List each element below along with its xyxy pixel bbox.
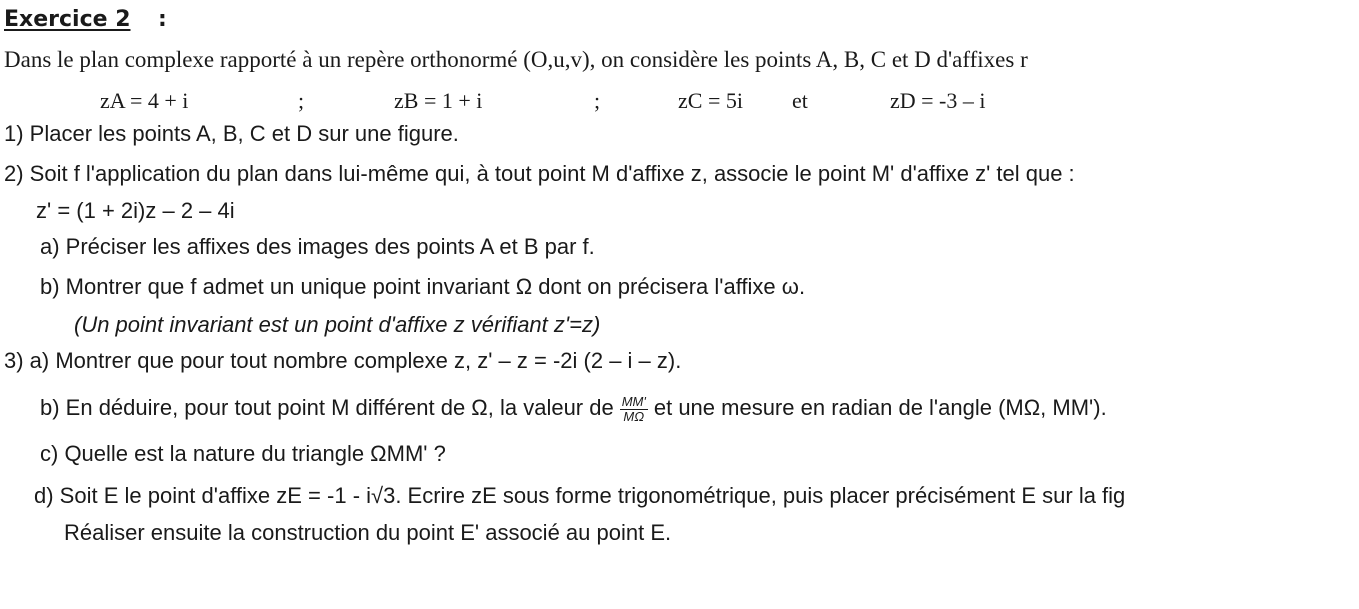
affix-zA: zA = 4 + i (100, 88, 189, 113)
question-3c: c) Quelle est la nature du triangle ΩMM' ? (40, 441, 446, 466)
question-3b-start: b) En déduire, pour tout point M différent de Ω, la valeur de (40, 395, 614, 420)
question-3b (40, 394, 1107, 424)
question-3a: 3) a) Montrer que pour tout nombre complexe z, z' – z = -2i (2 – i – z). (4, 348, 682, 373)
affix-zD: zD = -3 – i (890, 88, 986, 113)
conjunction-et: et (792, 88, 808, 113)
question-2-formula: z' = (1 + 2i)z – 2 – 4i (36, 198, 235, 223)
separator-1: ; (298, 88, 305, 113)
question-2b: b) Montrer que f admet un unique point invariant Ω dont on précisera l'affixe ω. (40, 274, 806, 299)
affix-zC: zC = 5i (678, 88, 743, 113)
title-colon: : (158, 7, 167, 32)
fraction-denominator: MΩ (623, 408, 645, 424)
fraction-numerator: MM' (621, 393, 646, 409)
question-3d-continued: Réaliser ensuite la construction du point E' associé au point E. (64, 520, 672, 545)
intro-text: Dans le plan complexe rapporté à un repère orthonormé (O,u,v), on considère les points A, B, C et D d'affixes r (4, 47, 1028, 72)
ratio-fraction (620, 395, 648, 424)
exercise-title: Exercice 2 (4, 7, 131, 32)
question-2: 2) Soit f l'application du plan dans lui-même qui, à tout point M d'affixe z, associe le point M' d'affixe z' tel que : (4, 161, 1075, 186)
question-1: 1) Placer les points A, B, C et D sur une figure. (4, 121, 459, 146)
question-3b-end: et une mesure en radian de l'angle (MΩ, MM'). (653, 395, 1107, 420)
separator-2: ; (594, 88, 601, 113)
question-2a: a) Préciser les affixes des images des points A et B par f. (40, 234, 595, 259)
affix-zB: zB = 1 + i (394, 88, 483, 113)
question-3d: d) Soit E le point d'affixe zE = -1 - i√3. Ecrire zE sous forme trigonométrique, puis placer précisément E sur la fig (34, 483, 1126, 508)
question-2b-note: (Un point invariant est un point d'affixe z vérifiant z'=z) (74, 312, 601, 337)
